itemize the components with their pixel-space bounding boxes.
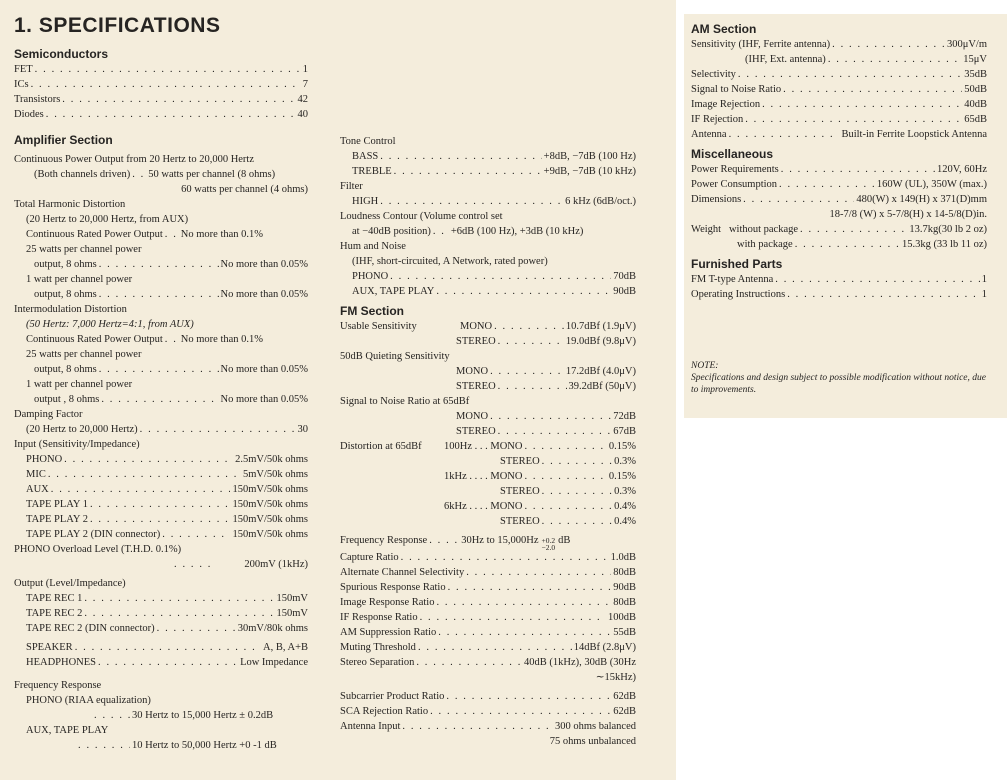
- spec-label: Image Rejection: [691, 99, 761, 110]
- spec-label: FM T-type Antenna: [691, 274, 774, 285]
- spec-row: [14, 92, 308, 107]
- spec-label: STEREO: [456, 426, 496, 437]
- spec-value: 7: [302, 79, 308, 90]
- spec-row: [14, 527, 308, 542]
- spec-value: 0.4%: [614, 516, 636, 527]
- spec-value: 60 watts per channel (4 ohms): [181, 184, 308, 195]
- spec-value: 0.15%: [608, 471, 636, 482]
- spec-row: [691, 177, 987, 192]
- tolerance: [541, 537, 555, 551]
- spec-row: [14, 287, 308, 302]
- spec-label: TREBLE: [352, 166, 392, 177]
- spec-value: 65dB: [964, 114, 987, 125]
- spec-row: [691, 112, 987, 127]
- spec-label: Weight without package: [691, 224, 799, 235]
- spec-value: 150mV/50k ohms: [232, 529, 308, 540]
- spec-value: 18-7/8 (W) x 5-7/8(H) x 14-5/8(D)in.: [829, 209, 987, 220]
- spec-value: 40dB: [964, 99, 987, 110]
- spec-text: Output (Level/Impedance): [14, 578, 126, 589]
- spec-label: BASS: [352, 151, 379, 162]
- spec-value: 62dB: [613, 691, 636, 702]
- spec-value: 1: [302, 64, 308, 75]
- spec-value: 150mV: [276, 593, 308, 604]
- spec-value: 40dB (1kHz), 30dB (30Hz: [524, 657, 636, 668]
- spec-row: [340, 533, 636, 550]
- spec-text: Tone Control: [340, 136, 396, 147]
- spec-row: [340, 719, 636, 734]
- spec-label: Dimensions: [691, 194, 742, 205]
- spec-row: [691, 192, 987, 207]
- spec-row: [14, 591, 308, 606]
- spec-label: at −40dB position): [352, 226, 431, 237]
- spec-row: [340, 284, 636, 299]
- spec-value: 300 ohms balanced: [554, 721, 636, 732]
- spec-row: [14, 655, 308, 670]
- spec-value: 0.3%: [614, 456, 636, 467]
- spec-value: 80dB: [613, 597, 636, 608]
- column-tuner: [340, 134, 636, 749]
- spec-text: Frequency Response: [14, 680, 102, 691]
- spec-row: [14, 62, 308, 77]
- spec-value: 55dB: [613, 627, 636, 638]
- spec-value: No more than 0.05%: [220, 259, 308, 270]
- spec-row: [14, 621, 308, 636]
- spec-value: +6dB (100 Hz), +3dB (10 kHz): [450, 226, 584, 237]
- spec-label: STEREO: [456, 336, 496, 347]
- section-heading-furnished: Furnished Parts: [691, 257, 783, 271]
- spec-value: 42: [297, 94, 308, 105]
- spec-value: 100dB: [607, 612, 636, 623]
- spec-row: [14, 452, 308, 467]
- spec-row: [14, 332, 308, 347]
- spec-value: 160W (UL), 350W (max.): [876, 179, 987, 190]
- spec-value: No more than 0.05%: [220, 289, 308, 300]
- spec-row: [340, 379, 636, 394]
- spec-value: 35dB: [964, 69, 987, 80]
- spec-text: (50 Hertz: 7,000 Hertz=4:1, from AUX): [26, 319, 194, 330]
- spec-row: [691, 52, 987, 67]
- spec-row: [340, 625, 636, 640]
- spec-value: 13.7kg(30 lb 2 oz): [909, 224, 987, 235]
- spec-row: [340, 424, 636, 439]
- spec-value: 6 kHz (6dB/oct.): [565, 196, 636, 207]
- spec-row: [340, 364, 636, 379]
- spec-value: No more than 0.05%: [220, 364, 308, 375]
- spec-label: Spurious Response Ratio: [340, 582, 446, 593]
- spec-row: [340, 565, 636, 580]
- spec-row: [691, 222, 987, 237]
- spec-label: Image Response Ratio: [340, 597, 435, 608]
- spec-row: [691, 37, 987, 52]
- spec-row: [691, 162, 987, 177]
- spec-label: IF Rejection: [691, 114, 744, 125]
- spec-text: PHONO (RIAA equalization): [26, 695, 151, 706]
- spec-row: [14, 167, 308, 182]
- spec-label: Muting Threshold: [340, 642, 416, 653]
- spec-label: HIGH: [352, 196, 379, 207]
- spec-value: 30 Hertz to 15,000 Hertz ± 0.2dB: [132, 710, 274, 721]
- spec-row: [340, 164, 636, 179]
- spec-label: Power Consumption: [691, 179, 778, 190]
- spec-value: 39.2dBf (50μV): [568, 381, 636, 392]
- spec-label: TAPE REC 2: [26, 608, 83, 619]
- spec-value: 30Hz to 15,000Hz: [461, 535, 539, 546]
- spec-label: (Both channels driven): [34, 169, 131, 180]
- spec-row: [14, 392, 308, 407]
- spec-value: 90dB: [613, 286, 636, 297]
- spec-label: STEREO: [456, 381, 496, 392]
- spec-label: Alternate Channel Selectivity: [340, 567, 465, 578]
- spec-label: 1kHz . . . . MONO: [444, 471, 523, 482]
- spec-label: Frequency Response: [340, 535, 428, 546]
- spec-row: [14, 512, 308, 527]
- spec-value: 150mV/50k ohms: [232, 499, 308, 510]
- spec-value: 80dB: [613, 567, 636, 578]
- spec-label: MONO: [456, 366, 489, 377]
- section-heading-fm: FM Section: [340, 304, 405, 318]
- section-heading-semiconductors: Semiconductors: [14, 47, 109, 61]
- spec-row: [340, 689, 636, 704]
- spec-text: PHONO Overload Level (T.H.D. 0.1%): [14, 544, 182, 555]
- spec-row: [14, 482, 308, 497]
- spec-text: Continuous Power Output from 20 Hertz to 20,000 Hertz: [14, 154, 255, 165]
- spec-value: 19.0dBf (9.8μV): [565, 336, 636, 347]
- spec-label: Diodes: [14, 109, 44, 120]
- spec-value: 1: [981, 274, 987, 285]
- spec-row: [340, 704, 636, 719]
- spec-row: [340, 655, 636, 670]
- spec-label: AUX: [26, 484, 49, 495]
- spec-value: 2.5mV/50k ohms: [235, 454, 308, 465]
- spec-value: 50 watts per channel (8 ohms): [148, 169, 276, 180]
- spec-value: 150mV/50k ohms: [232, 514, 308, 525]
- spec-row: [14, 107, 308, 122]
- spec-value: ∼15kHz): [595, 672, 636, 683]
- spec-value: 480(W) x 149(H) x 371(D)mm: [856, 194, 987, 205]
- spec-row: [14, 422, 308, 437]
- spec-row: [340, 580, 636, 595]
- spec-label: Sensitivity (IHF, Ferrite antenna): [691, 39, 831, 50]
- spec-value: +9dB, −7dB (10 kHz): [543, 166, 636, 177]
- spec-row: [691, 287, 987, 302]
- spec-label: STEREO: [500, 456, 540, 467]
- spec-value: 30: [297, 424, 308, 435]
- spec-text: Hum and Noise: [340, 241, 406, 252]
- spec-text: 1 watt per channel power: [26, 379, 133, 390]
- spec-row: [340, 499, 636, 514]
- tolerance-plus: +0.2: [541, 536, 556, 545]
- spec-text: Total Harmonic Distortion: [14, 199, 126, 210]
- spec-row: [340, 194, 636, 209]
- spec-label: 100Hz . . . MONO: [444, 441, 523, 452]
- spec-text: Signal to Noise Ratio at 65dBf: [340, 396, 470, 407]
- spec-text: 25 watts per channel power: [26, 244, 142, 255]
- spec-label: AUX, TAPE PLAY: [352, 286, 435, 297]
- note-title: NOTE:: [691, 361, 719, 371]
- spec-row: [14, 606, 308, 621]
- note-text: Specifications and design subject to possible modification without notice, due to improvements.: [691, 373, 986, 395]
- spec-label: TAPE PLAY 2: [26, 514, 88, 525]
- spec-label: Capture Ratio: [340, 552, 399, 563]
- spec-row: [340, 484, 636, 499]
- spec-value: 72dB: [613, 411, 636, 422]
- spec-row: [14, 362, 308, 377]
- spec-label: AM Suppression Ratio: [340, 627, 437, 638]
- spec-row: [340, 224, 636, 239]
- spec-row: [691, 82, 987, 97]
- spec-label: PHONO: [26, 454, 63, 465]
- spec-label: Selectivity: [691, 69, 736, 80]
- spec-unit: dB: [558, 535, 571, 546]
- spec-value: 300μV/m: [946, 39, 987, 50]
- spec-row: [340, 334, 636, 349]
- spec-label: (IHF, Ext. antenna): [745, 54, 826, 65]
- spec-label: TAPE REC 1: [26, 593, 83, 604]
- spec-text: 25 watts per channel power: [26, 349, 142, 360]
- spec-text: AUX, TAPE PLAY: [26, 725, 109, 736]
- spec-label: PHONO: [352, 271, 389, 282]
- spec-row: [340, 595, 636, 610]
- spec-row: [340, 149, 636, 164]
- spec-value: 40: [297, 109, 308, 120]
- spec-row: [14, 77, 308, 92]
- spec-label: TAPE REC 2 (DIN connector): [26, 623, 155, 634]
- spec-label: output , 8 ohms: [34, 394, 100, 405]
- spec-value: 10 Hertz to 50,000 Hertz +0 -1 dB: [132, 740, 277, 751]
- spec-text: Filter: [340, 181, 363, 192]
- spec-label: MONO: [456, 411, 489, 422]
- spec-value: 15.3kg (33 lb 11 oz): [901, 239, 987, 250]
- spec-label: Continuous Rated Power Output: [26, 229, 163, 240]
- spec-text: Loudness Contour (Volume control set: [340, 211, 503, 222]
- spec-value: A, B, A+B: [262, 642, 308, 653]
- spec-row: [340, 550, 636, 565]
- spec-row: [340, 454, 636, 469]
- spec-row: [691, 272, 987, 287]
- spec-row: [340, 610, 636, 625]
- tolerance-minus: −2.0: [541, 543, 556, 552]
- spec-label: Power Requirements: [691, 164, 779, 175]
- spec-value: No more than 0.05%: [220, 394, 308, 405]
- spec-value: 0.4%: [614, 501, 636, 512]
- spec-label: Distortion at 65dBf: [340, 441, 422, 452]
- spec-row: [340, 319, 636, 334]
- spec-value: 90dB: [613, 582, 636, 593]
- spec-label: 6kHz . . . . MONO: [444, 501, 523, 512]
- spec-label: MIC: [26, 469, 46, 480]
- spec-row: [14, 640, 308, 655]
- spec-row: [14, 467, 308, 482]
- section-heading-misc: Miscellaneous: [691, 147, 774, 161]
- spec-text: (20 Hertz to 20,000 Hertz, from AUX): [26, 214, 189, 225]
- spec-label: FET: [14, 64, 33, 75]
- spec-text: 1 watt per channel power: [26, 274, 133, 285]
- spec-row: [340, 439, 636, 454]
- spec-row: [14, 557, 308, 572]
- spec-label: Signal to Noise Ratio: [691, 84, 782, 95]
- spec-label: SPEAKER: [26, 642, 73, 653]
- spec-value: Built-in Ferrite Loopstick Antenna: [841, 129, 987, 140]
- spec-value: 10.7dBf (1.9μV): [565, 321, 636, 332]
- spec-label: TAPE PLAY 1: [26, 499, 88, 510]
- spec-label: output, 8 ohms: [34, 259, 97, 270]
- spec-label: Antenna: [691, 129, 727, 140]
- spec-row: [14, 738, 308, 753]
- spec-value: 75 ohms unbalanced: [549, 736, 636, 747]
- spec-label: Antenna Input: [340, 721, 401, 732]
- spec-value: 62dB: [613, 706, 636, 717]
- spec-row: [14, 257, 308, 272]
- spec-row: [340, 640, 636, 655]
- spec-label: output, 8 ohms: [34, 289, 97, 300]
- spec-row: [691, 237, 987, 252]
- spec-value: 200mV (1kHz): [244, 559, 308, 570]
- spec-value: Low Impedance: [240, 657, 308, 668]
- spec-value: 70dB: [613, 271, 636, 282]
- spec-label: Subcarrier Product Ratio: [340, 691, 445, 702]
- spec-label: (20 Hertz to 20,000 Hertz): [26, 424, 138, 435]
- spec-label: SCA Rejection Ratio: [340, 706, 429, 717]
- spec-value: 0.3%: [614, 486, 636, 497]
- spec-value: 0.15%: [608, 441, 636, 452]
- spec-value: 120V, 60Hz: [937, 164, 987, 175]
- spec-label: ICs: [14, 79, 29, 90]
- column-am-misc: [691, 21, 987, 396]
- spec-label: with package: [737, 239, 793, 250]
- spec-label: Stereo Separation: [340, 657, 415, 668]
- spec-row: [340, 469, 636, 484]
- spec-value: 50dB: [964, 84, 987, 95]
- spec-label: TAPE PLAY 2 (DIN connector): [26, 529, 161, 540]
- spec-row: [14, 227, 308, 242]
- spec-value: 17.2dBf (4.0μV): [565, 366, 636, 377]
- spec-value: 150mV: [276, 608, 308, 619]
- column-amplifier: [14, 46, 308, 753]
- spec-text: Damping Factor: [14, 409, 83, 420]
- spec-label: MONO: [460, 321, 493, 332]
- spec-row: [340, 514, 636, 529]
- spec-row: [691, 67, 987, 82]
- spec-label: output, 8 ohms: [34, 364, 97, 375]
- spec-value: 15μV: [963, 54, 987, 65]
- spec-value: 67dB: [613, 426, 636, 437]
- section-heading-amplifier: Amplifier Section: [14, 133, 113, 147]
- spec-row: [340, 409, 636, 424]
- spec-label: HEADPHONES: [26, 657, 97, 668]
- spec-text: 50dB Quieting Sensitivity: [340, 351, 450, 362]
- spec-label: Operating Instructions: [691, 289, 786, 300]
- spec-value: 5mV/50k ohms: [242, 469, 308, 480]
- spec-value: 14dBf (2.8μV): [573, 642, 636, 653]
- spec-label: Continuous Rated Power Output: [26, 334, 163, 345]
- spec-row: [340, 269, 636, 284]
- spec-value: No more than 0.1%: [180, 229, 264, 240]
- spec-label: Usable Sensitivity: [340, 321, 417, 332]
- spec-value: No more than 0.1%: [180, 334, 264, 345]
- spec-row: [691, 127, 987, 142]
- page-title: 1. SPECIFICATIONS: [14, 14, 221, 37]
- spec-text: Input (Sensitivity/Impedance): [14, 439, 140, 450]
- spec-row: [691, 97, 987, 112]
- spec-row: [14, 497, 308, 512]
- spec-label: Transistors: [14, 94, 61, 105]
- spec-label: STEREO: [500, 516, 540, 527]
- spec-value: 1.0dB: [610, 552, 636, 563]
- spec-value: 30mV/80k ohms: [237, 623, 308, 634]
- spec-text: Intermodulation Distortion: [14, 304, 127, 315]
- spec-text: (IHF, short-circuited, A Network, rated power): [352, 256, 548, 267]
- spec-label: STEREO: [500, 486, 540, 497]
- spec-value: +8dB, −7dB (100 Hz): [543, 151, 636, 162]
- spec-value: 150mV/50k ohms: [232, 484, 308, 495]
- section-heading-am: AM Section: [691, 22, 757, 36]
- spec-value: 1: [981, 289, 987, 300]
- spec-row: [14, 708, 308, 723]
- spec-label: IF Response Ratio: [340, 612, 418, 623]
